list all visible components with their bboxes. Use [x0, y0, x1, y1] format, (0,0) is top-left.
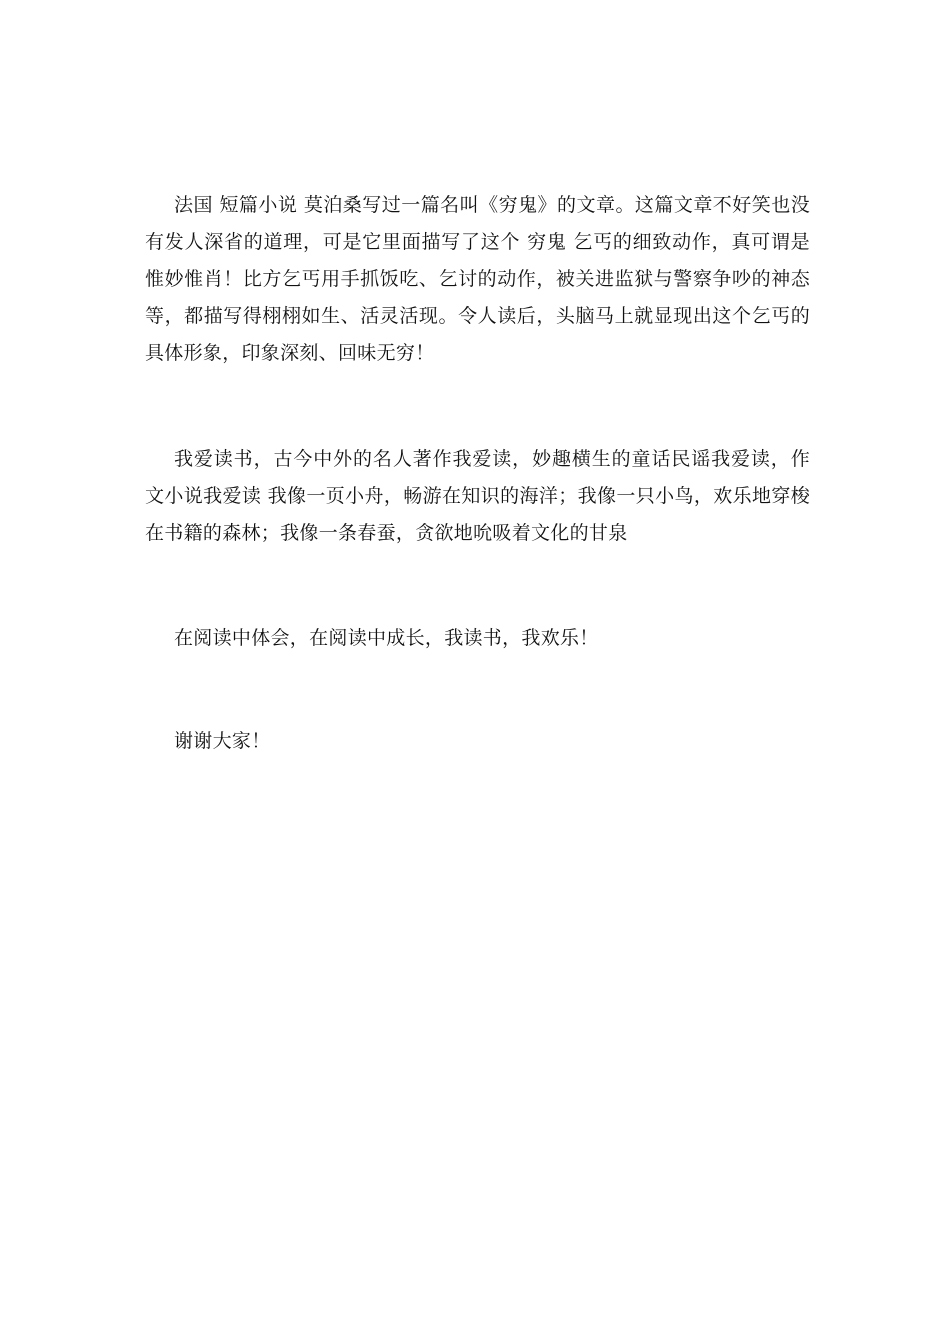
paragraph-poor-ghost: 法国 短篇小说 莫泊桑写过一篇名叫《穷鬼》的文章。这篇文章不好笑也没有发人深省的道理，可是它里面描写了这个 穷鬼 乞丐的细致动作，真可谓是惟妙惟肖！比方乞丐用手抓饭吃、乞讨的动作，被关进监狱与警察争吵的神态等，都描写得栩栩如生、活灵活现。令人读后，头脑马上就显现出这个乞丐的具体形象，印象深刻、回味无穷！: [145, 194, 810, 364]
paragraph-grow-by-reading: 在阅读中体会，在阅读中成长，我读书，我欢乐！: [174, 627, 599, 649]
paragraph-thanks: 谢谢大家！: [174, 730, 271, 752]
paragraph-love-reading: 我爱读书，古今中外的名人著作我爱读，妙趣横生的童话民谣我爱读，作文小说我爱读 我像一页小舟，畅游在知识的海洋；我像一只小鸟，欢乐地穿梭在书籍的森林；我像一条春蚕，贪欲地吮吸着文化的甘泉: [145, 448, 810, 544]
